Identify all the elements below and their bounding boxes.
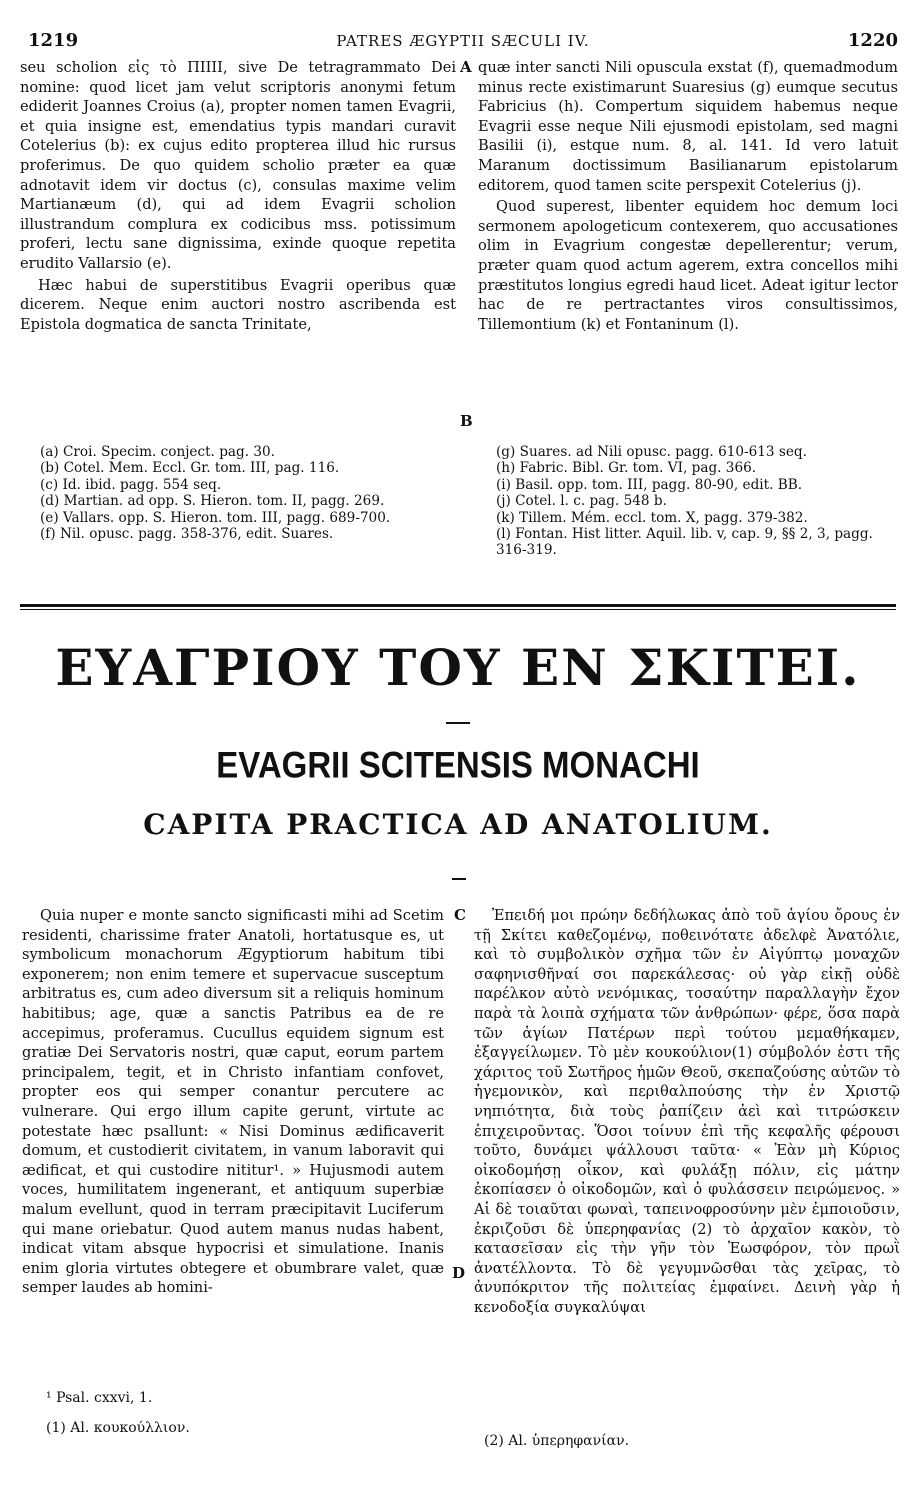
footnote-greek-1: (1) Al. κουκούλλιον.: [46, 1420, 190, 1436]
latin-title: EVAGRII SCITENSIS MONACHI: [216, 743, 700, 786]
footnote-d: (d) Martian. ad opp. S. Hieron. tom. II, pagg. 269.: [40, 493, 385, 510]
top-left-paragraph-1: seu scholion εἰς τὸ ΠΙΙΙΙ, sive De tetragrammato Dei nomine: quod licet jam velut scriptoris anonymi fetum ediderit Joannes Croius (a), propter nomen tamen Evagrii, et quia insigne est, emendatius typis mandari curavit Cotelerius (b): ex cujus edito propterea illud hic rursus proferimus. De quo quidem scholio præter ea quæ adnotavit idem vir doctus (c), consulas maxime velim Martianæum (d), qui ad idem Evagrii scholion illustrandum complura ex codicibus mss. potissimum proferi, lectu sane dignissima, exinde quoque repetita erudito Vallarsio (e).: [20, 59, 456, 272]
greek-body-text: Ἐπειδή μοι πρώην δεδήλωκας ἀπὸ τοῦ ἁγίου ὄρους ἐν τῇ Σκίτει καθεζομένῳ, ποθεινότατε ἀδελφὲ Ἀνατόλιε, καὶ τὸ συμβολικὸν σχῆμα τῶν ἐν Αἰγύπτῳ μοναχῶν σαφηνισθῆναί σοι παρεκάλεσας· οὐ γὰρ εἰκῇ οὐδὲ παρέλκον αὐτὸ νενόμικας, τοσαύτην παραλλαγὴν ἔχον παρὰ τὰ λοιπὰ σχήματα τῶν ἀνθρώπων· φέρε, ὅσα παρὰ τῶν ἁγίων Πατέρων περὶ τούτου μεμαθήκαμεν, ἐξαγγείλωμεν. Τὸ μὲν κουκούλιον(1) σύμβολόν ἐστι τῆς χάριτος τοῦ Σωτῆρος ἡμῶν Θεοῦ, σκεπαζούσης αὐτῶν τὸ ἡγεμονικὸν, καὶ περιθαλπούσης τὴν ἐν Χριστῷ νηπιότητα, διὰ τοὺς ῥαπίζειν ἀεὶ καὶ τιτρώσκειν ἐπιχειροῦντας. Ὅσοι τοίνυν ἐπὶ τῆς κεφαλῆς φέρουσι τοῦτο, δυνάμει ψάλλουσι ταῦτα· « Ἐὰν μὴ Κύριος οἰκοδομήσῃ οἶκον, καὶ φυλάξῃ πόλιν, εἰς μάτην ἐκοπίασεν ὁ οἰκοδομῶν, καὶ ὁ φυλάσσειν πειρώμενος. » Αἱ δὲ τοιαῦται φωναὶ, ταπεινοφροσύνην μὲν ἐμποιοῦσιν, ἐκριζοῦσι δὲ ὑπερηφανίας (2) τὸ ἀρχαῖον κακὸν, τὸ κατασεῖσαν εἰς τὴν γῆν τὸν Ἑωσφόρον, τὸν πρωῒ ἀνατέλλοντα. Τὸ δὲ γεγυμνῶσθαι τὰς χεῖρας, τὸ ἀνυπόκριτον τῆς πολιτείας ἐμφαίνει. Δεινὴ γὰρ ἡ κενοδοξία συγκαλύψαι: [474, 907, 900, 1316]
footnote-l: (l) Fontan. Hist litter. Aquil. lib. v, cap. 9, §§ 2, 3, pagg. 316-319.: [496, 526, 873, 559]
footnotes-left: [40, 444, 460, 542]
top-right-column: [478, 58, 898, 334]
footnote-i: (i) Basil. opp. tom. III, pagg. 80-90, edit. BB.: [496, 476, 803, 493]
margin-marker-d: D: [452, 1264, 466, 1282]
page-number-left: 1219: [28, 30, 79, 51]
footnote-b: (b) Cotel. Mem. Eccl. Gr. tom. III, pag. 116.: [40, 460, 340, 477]
greek-body-column: [474, 906, 900, 1317]
latin-body-text: Quia nuper e monte sancto significasti mihi ad Scetim residenti, charissime frater Anatoli, hortatusque es, ut symbolicum monachorum Ægyptiorum habitum tibi exponerem; non enim temere et supervacue susceptum arbitratus es, cum adeo diversum sit a reliquis hominum habitibus; age, quæ a sanctis Patribus ea de re accepimus, proferamus. Cucullus equidem signum est gratiæ Dei Servatoris nostri, quæ caput, eorum partem principalem, tegit, et in Christo infantiam confovet, propter eos qui semper conantur percutere ac vulnerare. Qui ergo illum capite gerunt, virtute ac potestate hæc psallunt: « Nisi Dominus ædificaverit domum, et custodierit civitatem, in vanum laboravit qui ædificat, et qui custodire nititur¹. » Hujusmodi autem voces, humilitatem ingenerant, et antiquum superbiæ malum evellunt, quod in terram præcipitavit Luciferum qui mane oriebatur. Quod autem manus nudas habent, indicat vitam absque hypocrisi et simulatione. Inanis enim gloria virtutes obtegere et obumbrare valet, quæ semper laudes ab homini-: [22, 907, 444, 1297]
running-head: [28, 30, 898, 56]
margin-marker-c: C: [454, 906, 466, 924]
greek-title: ΕΥΑΓΡΙΟΥ ΤΟΥ ΕΝ ΣΚΙΤΕΙ.: [55, 638, 861, 697]
section-rule-thick: [20, 604, 896, 607]
footnote-e: (e) Vallars. opp. S. Hieron. tom. III, pagg. 689-700.: [40, 509, 391, 526]
subtitle-dash: [452, 878, 466, 880]
latin-body-column: [22, 906, 444, 1298]
title-dash: [446, 722, 470, 724]
section-rule-thin: [20, 609, 896, 610]
footnote-k: (k) Tillem. Mém. eccl. tom. X, pagg. 379-382.: [496, 509, 808, 526]
footnote-g: (g) Suares. ad Nili opusc. pagg. 610-613 seq.: [496, 444, 807, 460]
top-right-paragraph-2: Quod superest, libenter equidem hoc demum loci sermonem apologeticum contexerem, quo accusationes olim in Evagrium congestæ depellerentur; verum, præter quam quod actum agerem, extra concellos mihi præstitutos longius egredi haud licet. Adeat igitur lector hac de re pertractantes viros consultissimos, Tillemontium (k) et Fontaninum (l).: [478, 198, 898, 333]
page-number-right: 1220: [847, 30, 898, 51]
footnotes-right: [496, 444, 906, 559]
running-title: PATRES ÆGYPTII SÆCULI IV.: [336, 32, 590, 50]
footnote-greek-2: (2) Al. ὑπερηφανίαν.: [484, 1433, 630, 1449]
margin-marker-a: A: [460, 58, 472, 76]
footnote-psalm: ¹ Psal. cxxvi, 1.: [46, 1390, 153, 1406]
footnote-h: (h) Fabric. Bibl. Gr. tom. VI, pag. 366.: [496, 460, 757, 477]
top-left-column: [20, 58, 456, 334]
footnote-f: (f) Nil. opusc. pagg. 358-376, edit. Suares.: [40, 526, 334, 543]
top-right-paragraph-1: quæ inter sancti Nili opuscula exstat (f), quemadmodum minus recte existimarunt Suaresius (g) eumque secutus Fabricius (h). Compertum siquidem habemus neque Evagrii esse neque Nili ejusmodi epistolam, sed magni Basilii (i), estque num. 8, al. 141. Id vero latuit Maranum doctissimum Basilianarum epistolarum editorem, quod tamen scite perspexit Cotelerius (j).: [478, 59, 898, 194]
latin-subtitle: CAPITA PRACTICA AD ANATOLIUM.: [143, 808, 773, 841]
footnote-c: (c) Id. ibid. pagg. 554 seq.: [40, 476, 222, 493]
footnote-a: (a) Croi. Specim. conject. pag. 30.: [40, 444, 275, 460]
footnote-j: (j) Cotel. l. c. pag. 548 b.: [496, 493, 667, 510]
margin-marker-b: B: [460, 412, 473, 430]
top-left-paragraph-2: Hæc habui de superstitibus Evagrii operibus quæ dicerem. Neque enim auctori nostro ascribenda est Epistola dogmatica de sancta Trinitate,: [20, 276, 456, 333]
